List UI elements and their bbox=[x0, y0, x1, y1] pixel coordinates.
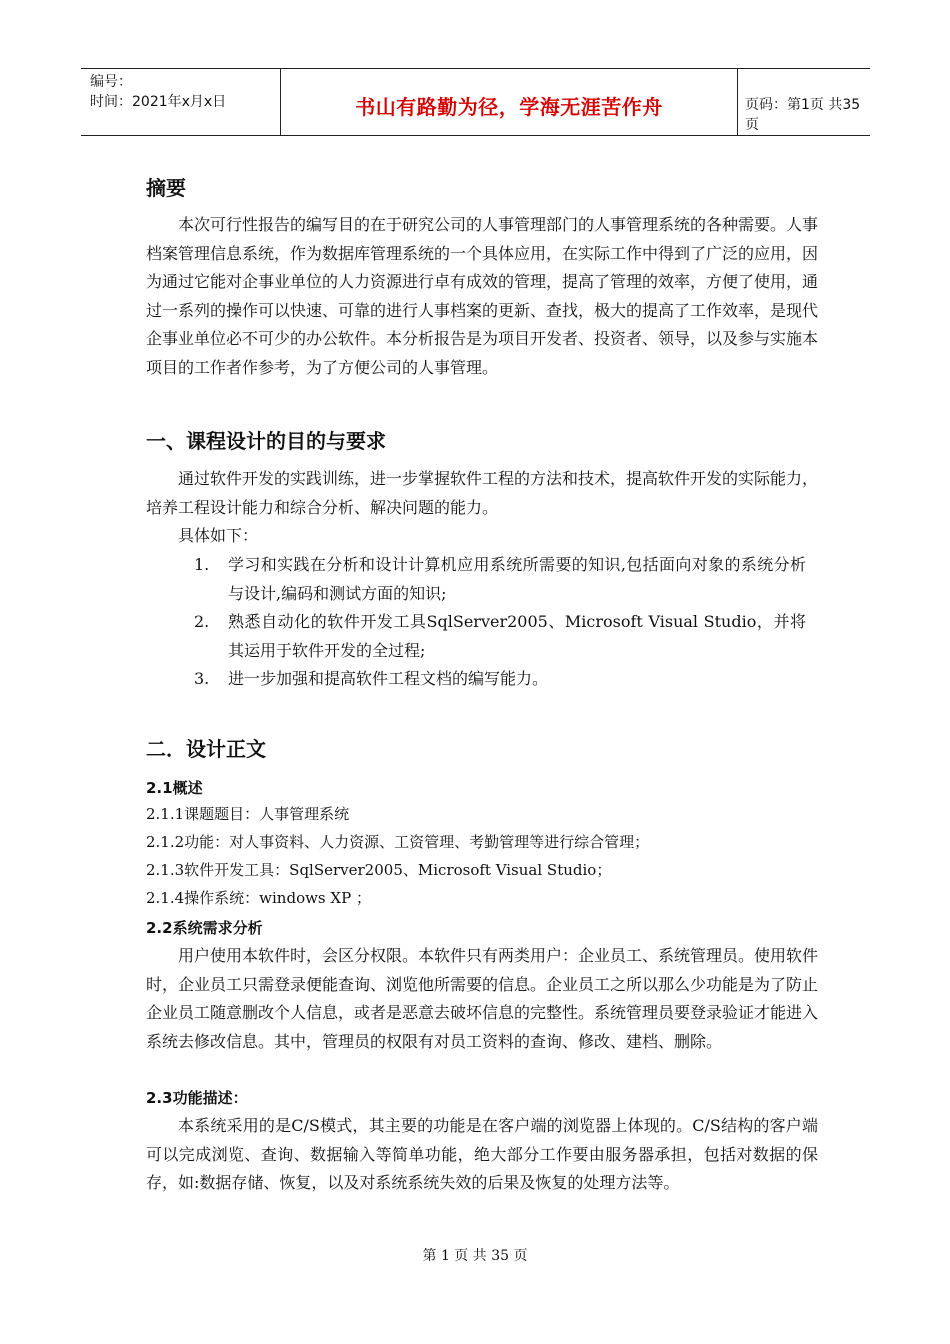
list-item bbox=[146, 665, 806, 694]
header-meta bbox=[81, 69, 281, 135]
list-item-text: 进一步加强和提高软件工程文档的编写能力。 bbox=[228, 669, 549, 688]
page-info: 页码：第1页 共35页 bbox=[745, 97, 861, 133]
s214-line: 2.1.4操作系统：windows XP ； bbox=[146, 889, 371, 907]
s23-heading: 2.3功能描述： bbox=[146, 1089, 248, 1107]
number-label: 编号： bbox=[90, 74, 132, 90]
list-item bbox=[146, 551, 806, 608]
s212-line: 2.1.2功能：对人事资料、人力资源、工资管理、考勤管理等进行综合管理； bbox=[146, 833, 650, 851]
page-footer: 第 1 页 共 35 页 bbox=[422, 1248, 528, 1264]
section2-heading: 二．设计正文 bbox=[146, 737, 266, 761]
requirements-list bbox=[146, 551, 806, 694]
list-item-text: 学习和实践在分析和设计计算机应用系统所需要的知识,包括面向对象的系统分析与设计,编码和测试方面的知识; bbox=[228, 555, 806, 603]
section1-heading: 一、课程设计的目的与要求 bbox=[146, 429, 386, 453]
list-item-number: 2. bbox=[194, 612, 210, 631]
header-motto-cell bbox=[281, 69, 738, 135]
page-header bbox=[81, 68, 870, 136]
s22-heading: 2.2系统需求分析 bbox=[146, 919, 263, 937]
s22-text: 用户使用本软件时，会区分权限。本软件只有两类用户：企业员工、系统管理员。使用软件时，企业员工只需登录便能查询、浏览他所需要的信息。企业员工之所以那么少功能是为了防止企业员工随意删改个人信息，或者是恶意去破坏信息的完整性。系统管理员要登录验证才能进入系统去修改信息。其中，管理员的权限有对员工资料的查询、修改、建档、删除。 bbox=[146, 946, 819, 1051]
s213-line: 2.1.3软件开发工具：SqlServer2005、Microsoft Visual Studio； bbox=[146, 861, 612, 879]
list-item-number: 1. bbox=[194, 555, 210, 574]
time-label: 时间：2021年x月x日 bbox=[90, 94, 227, 110]
motto: 书山有路勤为径，学海无涯苦作舟 bbox=[355, 95, 663, 119]
header-page-cell bbox=[738, 69, 870, 135]
list-item bbox=[146, 608, 806, 665]
list-item-number: 3. bbox=[194, 669, 210, 688]
section1-detail-label: 具体如下： bbox=[178, 526, 259, 545]
section1-intro: 通过软件开发的实践训练，进一步掌握软件工程的方法和技术，提高软件开发的实际能力，培养工程设计能力和综合分析、解决问题的能力。 bbox=[146, 469, 819, 517]
s21-heading: 2.1概述 bbox=[146, 779, 203, 797]
s23-text: 本系统采用的是C/S模式，其主要的功能是在客户端的浏览器上体现的。C/S结构的客户端可以完成浏览、查询、数据输入等简单功能，绝大部分工作要由服务器承担，包括对数据的保存，如:数据存储、恢复，以及对系统系统失效的后果及恢复的处理方法等。 bbox=[146, 1116, 818, 1192]
list-item-text: 熟悉自动化的软件开发工具SqlServer2005、Microsoft Visual Studio，并将其运用于软件开发的全过程; bbox=[228, 612, 806, 660]
s211-line: 2.1.1课题题目：人事管理系统 bbox=[146, 805, 350, 823]
abstract-heading: 摘要 bbox=[146, 176, 186, 200]
abstract-text: 本次可行性报告的编写目的在于研究公司的人事管理部门的人事管理系统的各种需要。人事档案管理信息系统，作为数据库管理系统的一个具体应用，在实际工作中得到了广泛的应用，因为通过它能对企事业单位的人力资源进行卓有成效的管理，提高了管理的效率，方便了使用，通过一系列的操作可以快速、可靠的进行人事档案的更新、查找，极大的提高了工作效率，是现代企事业单位必不可少的办公软件。本分析报告是为项目开发者、投资者、领导，以及参与实施本项目的工作者作参考，为了方便公司的人事管理。 bbox=[146, 215, 819, 377]
